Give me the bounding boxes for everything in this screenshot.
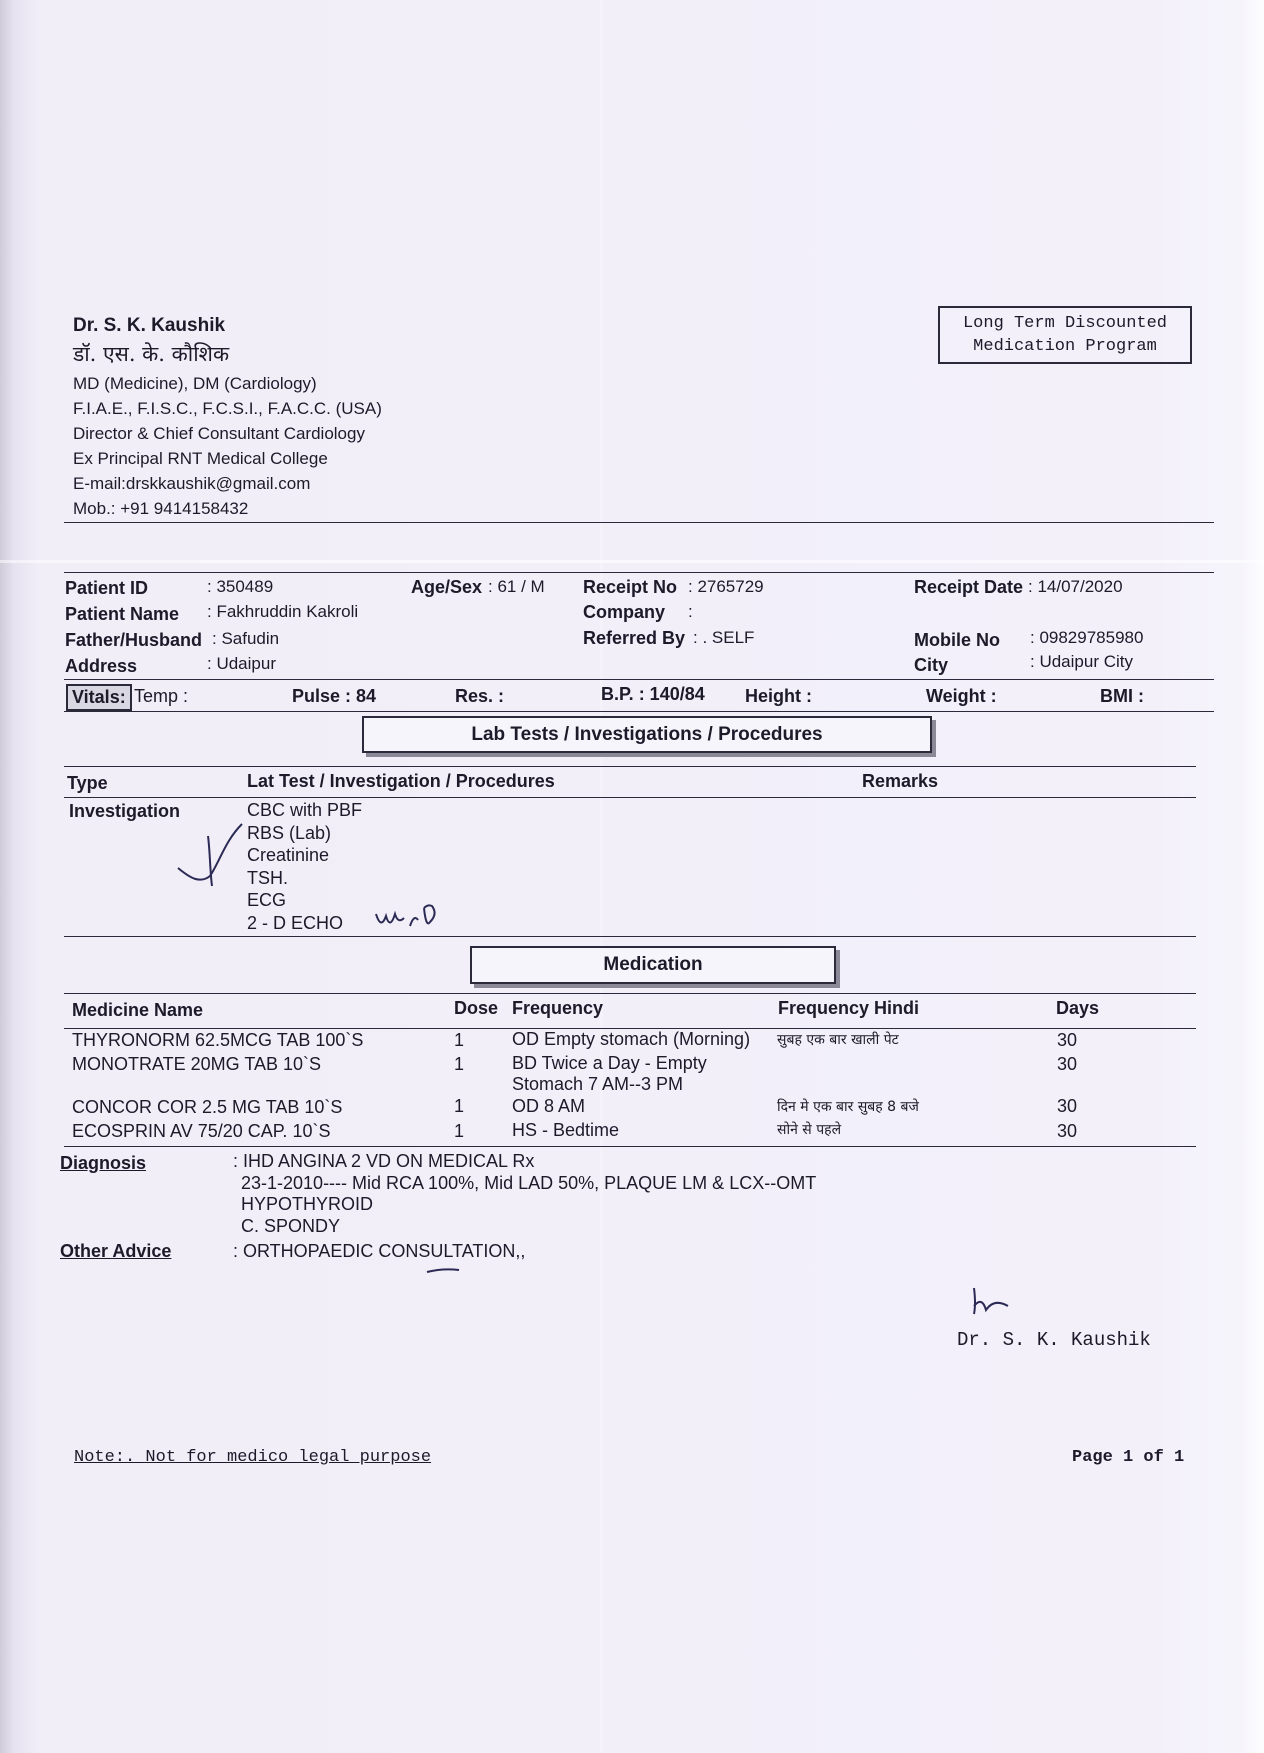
med-row-days: 30 [1057,1096,1078,1116]
lab-col-type: Type [67,773,108,793]
med-row-dose: 1 [454,1096,465,1116]
patient-name-value: : Fakhruddin Kakroli [207,602,359,621]
lab-test-list [247,799,362,934]
program-line-1: Long Term Discounted [962,314,1168,333]
doctor-name: Dr. S. K. Kaushik [73,315,226,336]
med-row-frequency: HS - Bedtime [512,1120,620,1140]
med-row-name: THYRONORM 62.5MCG TAB 100`S [72,1030,364,1050]
lab-test-item: CBC with PBF [247,800,363,820]
diagnosis-line: : IHD ANGINA 2 VD ON MEDICAL Rx [233,1151,535,1171]
doctor-email: E-mail:drskkaushik@gmail.com [73,474,311,493]
med-row-days: 30 [1057,1030,1078,1050]
diagnosis-lines [233,1151,816,1237]
agesex-value: : 61 / M [488,577,545,596]
program-line-2: Medication Program [973,337,1157,356]
vitals-pulse: Pulse : 84 [292,686,377,706]
receipt-no-label: Receipt No [583,577,678,597]
lab-bottom-rule [64,936,1196,937]
paper-fold-horizontal [0,560,1264,563]
med-col-dose: Dose [454,998,499,1018]
footer-note: Note:. Not for medico legal purpose [74,1448,432,1467]
patient-id-label: Patient ID [65,578,149,598]
city-value: : Udaipur City [1030,652,1133,671]
med-row-dose: 1 [454,1054,465,1074]
med-row-name: CONCOR COR 2.5 MG TAB 10`S [72,1097,343,1117]
patient-id-value: : 350489 [207,577,274,596]
vitals-res: Res. : [455,686,505,706]
handwritten-underline [425,1266,461,1276]
paper-fold-vertical [600,0,603,1753]
father-label: Father/Husband [65,630,203,650]
lab-col-test: Lat Test / Investigation / Procedures [247,771,555,791]
lab-test-item: TSH. [247,867,289,888]
company-label: Company [583,602,666,622]
med-row-frequency: BD Twice a Day - Empty [512,1053,707,1073]
diagnosis-line: C. SPONDY [241,1215,341,1236]
doctor-name-hindi: डॉ. एस. के. कौशिक [73,342,230,366]
lab-test-item: ECG [247,890,287,910]
address-value: : Udaipur [207,654,276,673]
med-row-frequency-hindi: दिन मे एक बार सुबह 8 बजे [777,1099,919,1115]
other-advice-value: : ORTHOPAEDIC CONSULTATION,, [233,1241,526,1261]
doctor-designation: Director & Chief Consultant Cardiology [73,424,365,443]
header-divider [64,522,1214,523]
vitals-bottom-rule [64,711,1214,712]
lab-section-title: Lab Tests / Investigations / Procedures [362,716,932,753]
referred-value: : . SELF [693,628,755,647]
med-header-top-rule [64,993,1196,994]
med-row-dose: 1 [454,1121,465,1141]
page-number: Page 1 of 1 [1072,1448,1185,1467]
handwritten-echo-note [372,900,442,935]
med-row-frequency-hindi: सुबह एक बार खाली पेट [777,1032,899,1048]
vitals-height: Height : [745,686,812,706]
doctor-signature-scribble [968,1284,1018,1318]
med-row-days: 30 [1057,1054,1078,1074]
vitals-label: Vitals: [66,684,132,711]
med-row-frequency: OD 8 AM [512,1096,586,1116]
lab-header-bottom-rule [64,797,1196,798]
doctor-ex-post: Ex Principal RNT Medical College [73,449,328,468]
receipt-no-value: : 2765729 [688,577,764,596]
lab-test-item: RBS (Lab) [247,822,332,843]
lab-col-remarks: Remarks [862,771,939,791]
address-label: Address [65,656,138,676]
vitals-top-rule [64,679,1214,680]
doctor-mobile: Mob.: +91 9414158432 [73,499,249,518]
med-row-frequency: OD Empty stomach (Morning) [512,1029,751,1049]
referred-label: Referred By [583,628,686,648]
receipt-date-value: : 14/07/2020 [1028,577,1123,596]
medication-section-title: Medication [470,946,836,984]
father-value: : Safudin [212,629,280,648]
mobile-label: Mobile No [914,630,1000,650]
med-row-days: 30 [1057,1121,1078,1141]
med-row-frequency-line2: Stomach 7 AM--3 PM [512,1074,684,1094]
med-col-name: Medicine Name [72,1000,204,1020]
med-row-name: ECOSPRIN AV 75/20 CAP. 10`S [72,1121,331,1141]
diagnosis-line: 23-1-2010---- Mid RCA 100%, Mid LAD 50%, PLAQUE LM & LCX--OMT [241,1172,817,1193]
agesex-label: Age/Sex [411,577,483,597]
city-label: City [914,655,949,675]
diagnosis-line: HYPOTHYROID [241,1194,374,1214]
med-row-name: MONOTRATE 20MG TAB 10`S [72,1054,322,1074]
med-col-frequency-hindi: Frequency Hindi [778,998,920,1018]
program-box [938,306,1192,364]
lab-test-item: 2 - D ECHO [247,912,344,933]
other-advice-label: Other Advice [60,1241,172,1261]
vitals-bmi: BMI : [1100,686,1144,706]
med-row-dose: 1 [454,1030,465,1050]
med-col-days: Days [1056,998,1100,1018]
med-col-frequency: Frequency [512,998,604,1018]
vitals-temp: Temp : [134,686,189,706]
vitals-weight: Weight : [926,686,997,706]
patient-name-label: Patient Name [65,604,180,624]
handwritten-tick-mark [170,816,260,891]
med-row-frequency-hindi: सोने से पहले [777,1122,842,1138]
doctor-degrees: MD (Medicine), DM (Cardiology) [73,374,317,393]
receipt-date-label: Receipt Date [914,577,1024,597]
signature-name: Dr. S. K. Kaushik [957,1329,1151,1351]
diagnosis-label: Diagnosis [60,1153,147,1173]
mobile-value: : 09829785980 [1030,628,1144,647]
vitals-bp: B.P. : 140/84 [601,684,705,704]
lab-type-value: Investigation [69,801,181,821]
med-bottom-rule [64,1146,1196,1147]
patient-top-rule [64,572,1214,573]
lab-header-top-rule [64,766,1196,767]
lab-test-item: Creatinine [247,845,330,865]
doctor-fellowships: F.I.A.E., F.I.S.C., F.C.S.I., F.A.C.C. (USA) [73,399,382,418]
company-value: : [688,602,693,621]
